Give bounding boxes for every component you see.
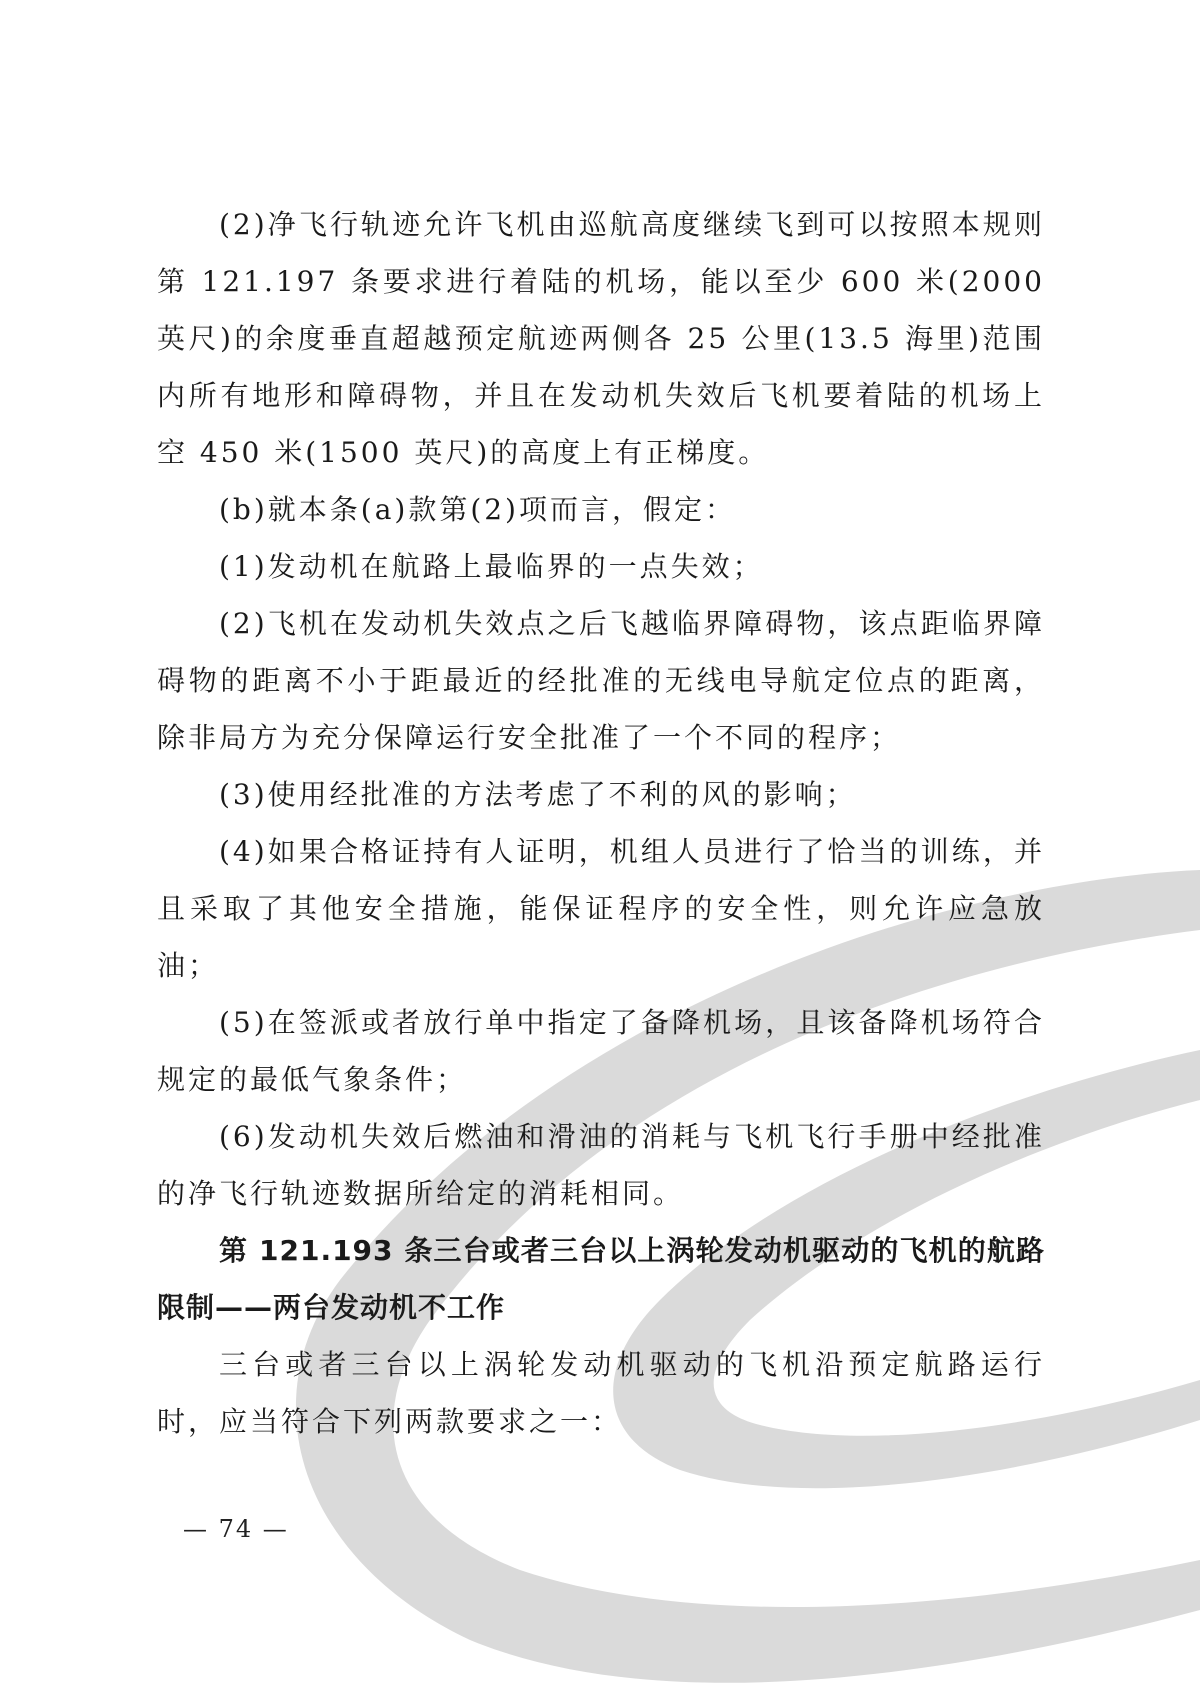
paragraph-net-flight-path: (2)净飞行轨迹允许飞机由巡航高度继续飞到可以按照本规则第 121.197 条要求进行着陆的机场，能以至少 600 米(2000 英尺)的余度垂直超越预定航迹两侧各 25 公里(13.5 海里)范围内所有地形和障碍物，并且在发动机失效后飞机要着陆的机场上空 450 米(1500 英尺)的高度上有正梯度。 <box>157 208 1045 469</box>
paragraph-assumption-4: (4)如果合格证持有人证明，机组人员进行了恰当的训练，并且采取了其他安全措施，能保证程序的安全性，则允许应急放油； <box>157 835 1045 982</box>
page-number: — 74 — <box>183 1515 289 1543</box>
paragraph-assumption-1: (1)发动机在航路上最临界的一点失效； <box>219 550 764 583</box>
paragraph-assumption-2: (2)飞机在发动机失效点之后飞越临界障碍物，该点距临界障碍物的距离不小于距最近的经批准的无线电导航定位点的距离，除非局方为充分保障运行安全批准了一个不同的程序； <box>157 607 1045 754</box>
paragraph-section-intro: 三台或者三台以上涡轮发动机驱动的飞机沿预定航路运行时，应当符合下列两款要求之一： <box>157 1348 1045 1438</box>
section-heading: 第 121.193 条三台或者三台以上涡轮发动机驱动的飞机的航路限制——两台发动机不工作 <box>157 1234 1045 1324</box>
paragraph-assumptions-intro: (b)就本条(a)款第(2)项而言，假定： <box>219 493 736 526</box>
document-body <box>157 196 1045 1450</box>
paragraph-assumption-6: (6)发动机失效后燃油和滑油的消耗与飞机飞行手册中经批准的净飞行轨迹数据所给定的消耗相同。 <box>157 1120 1045 1210</box>
paragraph-assumption-5: (5)在签派或者放行单中指定了备降机场，且该备降机场符合规定的最低气象条件； <box>157 1006 1045 1096</box>
paragraph-assumption-3: (3)使用经批准的方法考虑了不利的风的影响； <box>219 778 857 811</box>
